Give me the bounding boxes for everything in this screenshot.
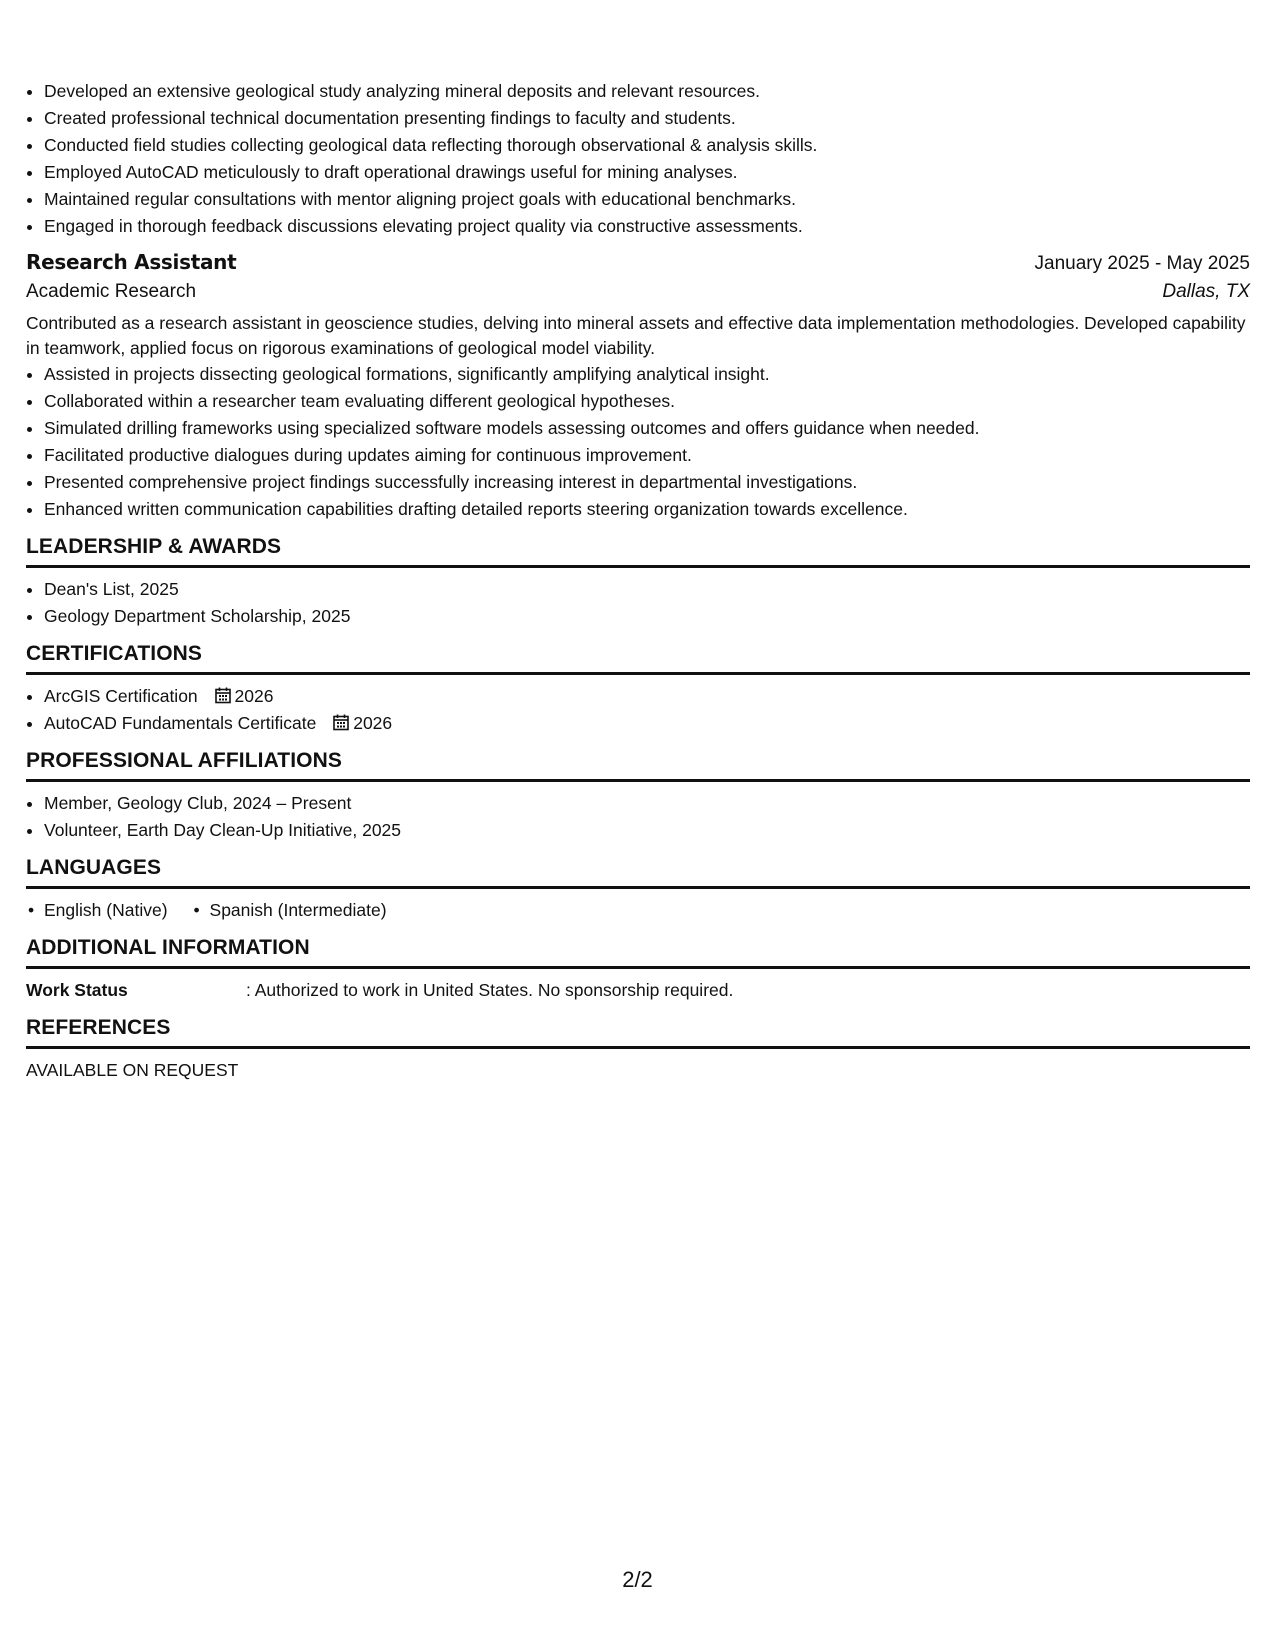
list-item: • Presented comprehensive project findings successfully increasing interest in departmental investigations. xyxy=(44,469,1250,496)
references-section xyxy=(26,1016,1250,1084)
list-item: • Dean's List, 2025 xyxy=(44,576,1250,603)
certification-name: AutoCAD Fundamentals Certificate xyxy=(44,713,317,733)
job-bullets xyxy=(26,361,1250,523)
list-item xyxy=(44,683,1250,710)
list-item: • Enhanced written communication capabilities drafting detailed reports steering organization towards excellence. xyxy=(44,496,1250,523)
additional-info-section xyxy=(26,936,1250,1004)
section-heading: CERTIFICATIONS xyxy=(26,642,1250,675)
job-title: Research Assistant xyxy=(26,250,237,274)
certification-year: 2026 xyxy=(353,713,393,733)
list-item: • Geology Department Scholarship, 2025 xyxy=(44,603,1250,630)
list-item: • Assisted in projects dissecting geological formations, significantly amplifying analytical insight. xyxy=(44,361,1250,388)
section-heading: LEADERSHIP & AWARDS xyxy=(26,535,1250,568)
section-heading: PROFESSIONAL AFFILIATIONS xyxy=(26,749,1250,782)
certification-year: 2026 xyxy=(234,686,274,706)
list-item xyxy=(44,710,1250,737)
certifications-section xyxy=(26,642,1250,737)
resume-page xyxy=(26,78,1250,1084)
language-item: • English (Native) xyxy=(26,897,168,924)
list-item: • Member, Geology Club, 2024 – Present xyxy=(44,790,1250,817)
work-status-row xyxy=(26,977,1250,1004)
list-item: • Facilitated productive dialogues during updates aiming for continuous improvement. xyxy=(44,442,1250,469)
list-item: • Collaborated within a researcher team evaluating different geological hypotheses. xyxy=(44,388,1250,415)
section-heading: REFERENCES xyxy=(26,1016,1250,1049)
languages-section xyxy=(26,856,1250,924)
calendar-icon xyxy=(333,714,349,731)
calendar-icon xyxy=(215,687,231,704)
language-item: • Spanish (Intermediate) xyxy=(192,897,387,924)
leadership-section xyxy=(26,535,1250,630)
section-heading: LANGUAGES xyxy=(26,856,1250,889)
job-description: Contributed as a research assistant in geoscience studies, delving into mineral assets and effective data implementation methodologies. Developed capability in teamwork, applied focus on rigorous examinations of geological model viability. xyxy=(26,313,1246,358)
job-organization: Academic Research xyxy=(26,281,197,302)
references-text: AVAILABLE ON REQUEST xyxy=(26,1060,239,1080)
list-item: • Created professional technical documentation presenting findings to faculty and students. xyxy=(44,105,1250,132)
list-item: • Developed an extensive geological study analyzing mineral deposits and relevant resources. xyxy=(44,78,1250,105)
section-heading: ADDITIONAL INFORMATION xyxy=(26,936,1250,969)
list-item: • Maintained regular consultations with mentor aligning project goals with educational benchmarks. xyxy=(44,186,1250,213)
previous-role-bullets xyxy=(26,78,1250,240)
list-item: • Employed AutoCAD meticulously to draft operational drawings useful for mining analyses. xyxy=(44,159,1250,186)
affiliations-section xyxy=(26,749,1250,844)
job-location: Dallas, TX xyxy=(1162,281,1250,302)
list-item: • Simulated drilling frameworks using specialized software models assessing outcomes and offers guidance when needed. xyxy=(44,415,1250,442)
list-item: • Engaged in thorough feedback discussions elevating project quality via constructive assessments. xyxy=(44,213,1250,240)
page-number: 2/2 xyxy=(622,1567,653,1592)
certification-name: ArcGIS Certification xyxy=(44,686,198,706)
work-status-value: : Authorized to work in United States. No sponsorship required. xyxy=(246,980,734,1000)
work-status-label: Work Status xyxy=(26,980,128,1000)
job-entry xyxy=(26,250,1250,523)
list-item: • Volunteer, Earth Day Clean-Up Initiative, 2025 xyxy=(44,817,1250,844)
job-dates: January 2025 - May 2025 xyxy=(1034,253,1250,274)
list-item: • Conducted field studies collecting geological data reflecting thorough observational & analysis skills. xyxy=(44,132,1250,159)
